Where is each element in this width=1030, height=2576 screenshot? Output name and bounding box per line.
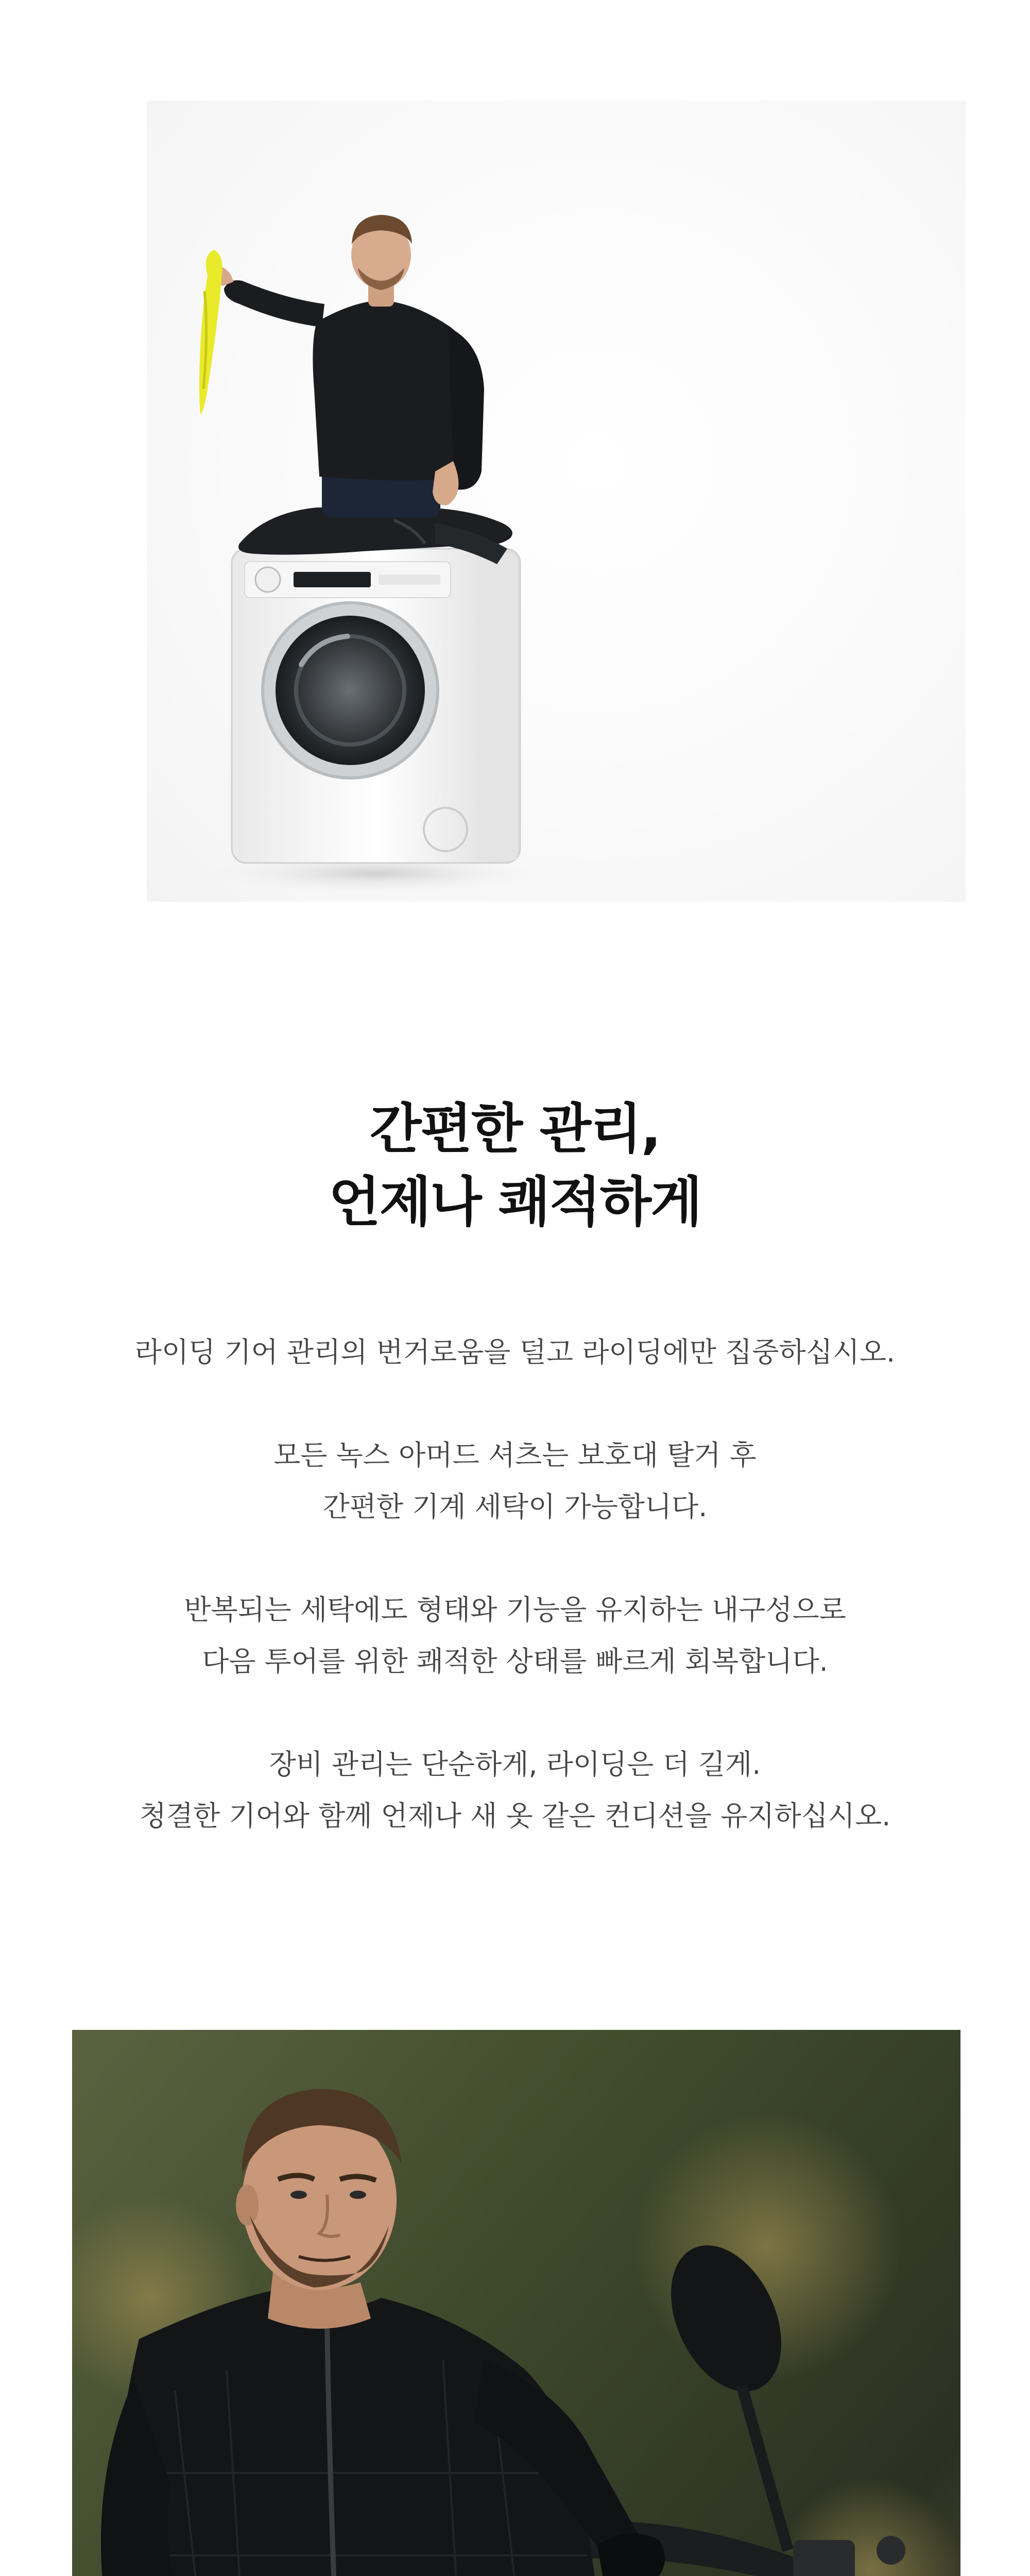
- paragraph-line: 다음 투어를 위한 쾌적한 상태를 빠르게 회복합니다.: [202, 1645, 828, 1677]
- description: [0, 1327, 1030, 1842]
- paragraph-line: 장비 관리는 단순하게, 라이딩은 더 길게.: [269, 1748, 761, 1781]
- paragraph-line: 모든 녹스 아머드 셔츠는 보호대 탈거 후: [273, 1439, 757, 1471]
- paragraph-line: 반복되는 세탁에도 형태와 기능을 유지하는 내구성으로: [184, 1594, 846, 1626]
- laundry-photo: [147, 100, 966, 902]
- headline: [0, 1092, 1030, 1239]
- paragraph-4: [0, 1739, 1030, 1842]
- paragraph-1: [0, 1327, 1030, 1378]
- paragraph-2: [0, 1430, 1030, 1533]
- headline-line-2: 언제나 쾌적하게: [329, 1171, 701, 1233]
- paragraph-line: 간편한 기계 세탁이 가능합니다.: [322, 1490, 708, 1523]
- rider-photo: [72, 2030, 960, 2576]
- paragraph-line: 청결한 기어와 함께 언제나 새 옷 같은 컨디션을 유지하십시오.: [139, 1800, 891, 1832]
- paragraph-3: [0, 1584, 1030, 1687]
- paragraph-line: 라이딩 기어 관리의 번거로움을 덜고 라이딩에만 집중하십시오.: [134, 1336, 896, 1368]
- headline-line-1: 간편한 관리,: [369, 1097, 661, 1160]
